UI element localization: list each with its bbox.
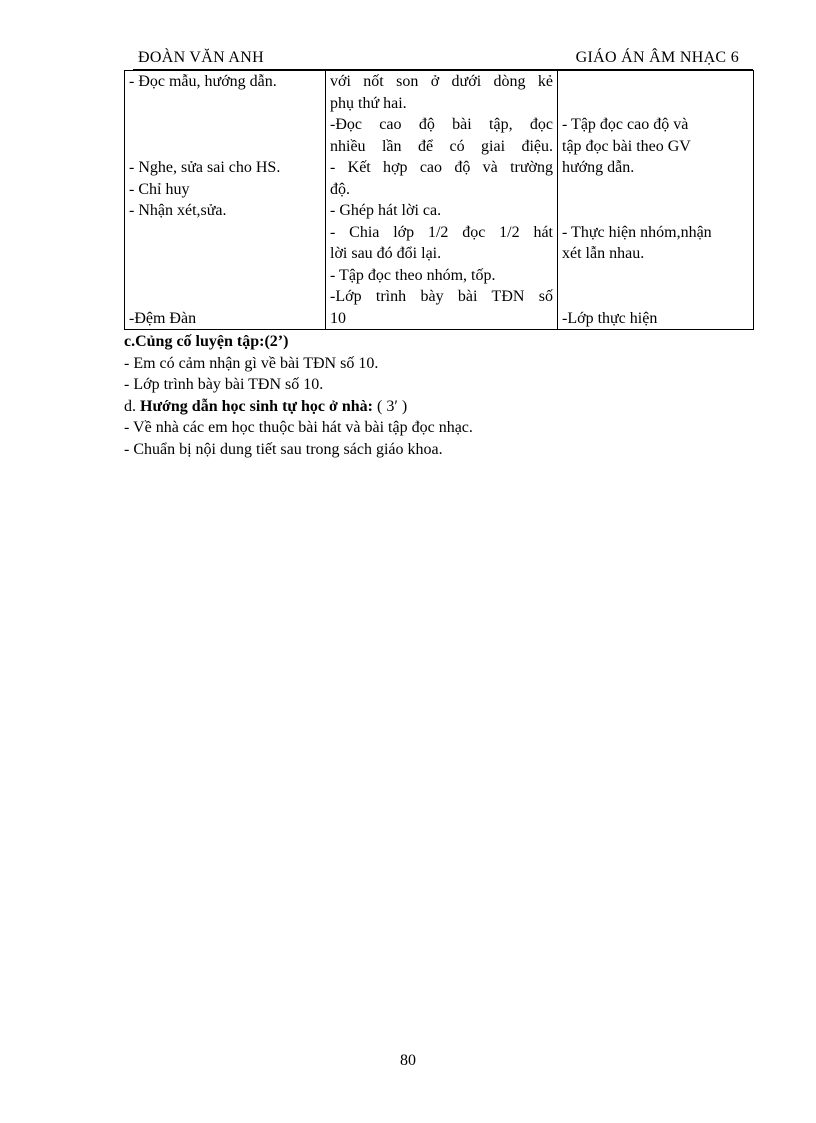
- section-d-time: ( 3′ ): [376, 397, 408, 415]
- student-line: [562, 286, 749, 308]
- student-line: [562, 200, 749, 222]
- activity-line: độ.: [330, 180, 350, 198]
- student-line: -Lớp thực hiện: [562, 309, 658, 327]
- activity-line: lời sau đó đổi lại.: [330, 245, 442, 262]
- lesson-activity-cell: [326, 71, 558, 330]
- table-row: [125, 71, 754, 330]
- teacher-line: [129, 286, 321, 308]
- student-line: - Thực hiện nhóm,nhận: [562, 223, 712, 241]
- teacher-line: -Đệm Đàn: [129, 309, 197, 327]
- student-activity-cell: [558, 71, 754, 330]
- section-c-heading: c.Củng cố luyện tập:(2’): [124, 333, 289, 350]
- teacher-line: [129, 243, 321, 265]
- teacher-line: - Chỉ huy: [129, 180, 190, 198]
- teacher-line: - Nhận xét,sửa.: [129, 202, 227, 219]
- activity-line: -Đọc cao độ bài tập, đọc: [330, 116, 553, 133]
- teacher-line: [129, 93, 321, 115]
- section-c-item: - Em có cảm nhận gì về bài TĐN số 10.: [124, 354, 379, 372]
- page-header: [133, 47, 753, 70]
- section-d-item: - Chuẩn bị nội dung tiết sau trong sách giáo khoa.: [124, 440, 443, 458]
- activity-line: - Kết hợp cao độ và trường: [330, 159, 553, 176]
- activity-line: 10: [330, 309, 346, 327]
- section-d-heading-line: [124, 396, 764, 418]
- lesson-table: [124, 70, 754, 330]
- lesson-notes: [124, 331, 764, 460]
- activity-line: với nốt son ở dưới dòng kẻ: [330, 73, 553, 90]
- activity-line: - Chia lớp 1/2 đọc 1/2 hát: [330, 223, 553, 241]
- header-title: GIÁO ÁN ÂM NHẠC 6: [575, 49, 739, 66]
- teacher-line: - Nghe, sửa sai cho HS.: [129, 159, 281, 176]
- teacher-line: [129, 136, 321, 158]
- student-line: hướng dẫn.: [562, 159, 635, 176]
- student-line: - Tập đọc cao độ và: [562, 116, 689, 133]
- student-line: tập đọc bài theo GV: [562, 137, 691, 155]
- activity-line: phụ thứ hai.: [330, 94, 407, 112]
- page-number: 80: [400, 1052, 416, 1069]
- section-c-item: - Lớp trình bày bài TĐN số 10.: [124, 376, 324, 393]
- teacher-activity-cell: [125, 71, 326, 330]
- student-line: xét lẫn nhau.: [562, 245, 645, 262]
- activity-line: nhiều lần để có giai điệu.: [330, 137, 553, 155]
- section-d-item: - Về nhà các em học thuộc bài hát và bài tập đọc nhạc.: [124, 419, 473, 436]
- teacher-line: [129, 222, 321, 244]
- section-d-prefix: d.: [124, 397, 136, 415]
- teacher-line: - Đọc mẫu, hướng dẫn.: [129, 73, 277, 90]
- student-line: [562, 71, 749, 93]
- student-line: [562, 93, 749, 115]
- section-d-heading: Hướng dẫn học sinh tự học ở nhà:: [140, 397, 373, 415]
- teacher-line: [129, 114, 321, 136]
- activity-line: -Lớp trình bày bài TĐN số: [330, 288, 553, 305]
- header-author: ĐOÀN VĂN ANH: [138, 49, 264, 66]
- activity-line: - Tập đọc theo nhóm, tốp.: [330, 266, 496, 284]
- student-line: [562, 179, 749, 201]
- activity-line: - Ghép hát lời ca.: [330, 202, 442, 219]
- teacher-line: [129, 265, 321, 287]
- student-line: [562, 265, 749, 287]
